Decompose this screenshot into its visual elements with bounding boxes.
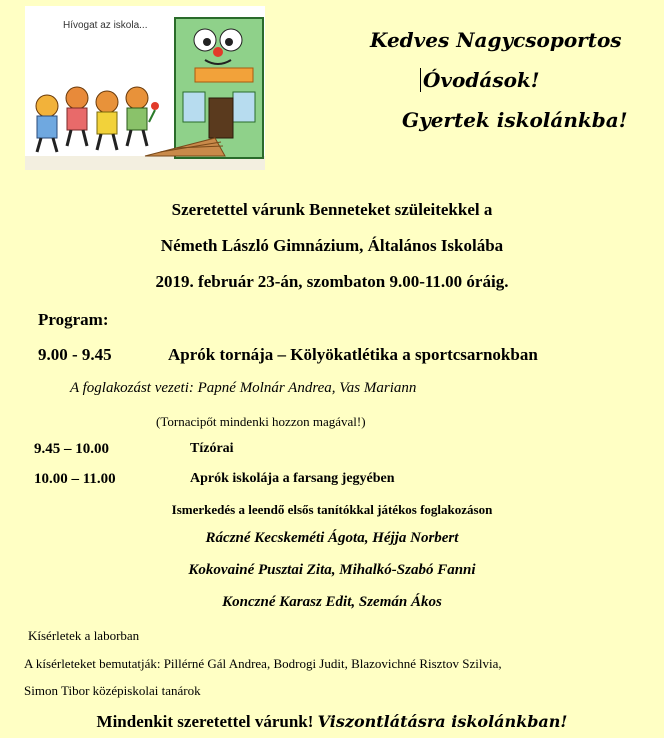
school-illustration (25, 6, 265, 170)
program-item1-leaders: A foglakozást vezeti: Papné Molnár Andrea, Vas Mariann (70, 380, 417, 396)
program-item1-time: 9.00 - 9.45 (38, 345, 112, 364)
program-item3-teachers-3: Konczné Karasz Edit, Szemán Ákos (222, 594, 442, 610)
illustration-caption: Hívogat az iskola... (63, 20, 148, 31)
program-item3-time: 10.00 – 11.00 (34, 471, 116, 487)
invite-line-2: Németh László Gimnázium, Általános Iskolába (160, 236, 504, 255)
program-lab-title: Kísérletek a laborban (28, 628, 140, 643)
invite-line-1: Szeretettel várunk Benneteket szüleitekkel a (171, 200, 493, 219)
closing-part-2: Viszontlátásra iskolánkban! (317, 712, 568, 731)
closing-part-1: Mindenkit szeretettel várunk! (96, 712, 314, 731)
program-item3-teachers-2: Kokovainé Pusztai Zita, Mihalkó-Szabó Fanni (188, 562, 476, 578)
program-item2-title: Tízórai (190, 441, 234, 456)
closing-line (0, 712, 664, 732)
program-item3-title: Aprók iskolája a farsang jegyében (190, 471, 395, 486)
program-item2-time: 9.45 – 10.00 (34, 441, 109, 457)
program-label: Program: (38, 310, 109, 329)
program-item1-note: (Tornacipőt mindenki hozzon magával!) (156, 414, 366, 429)
heading-line-1: Kedves Nagycsoportos (370, 28, 622, 52)
heading-line-2: Óvodások! (420, 68, 540, 92)
invite-line-3: 2019. február 23-án, szombaton 9.00-11.00 óráig. (155, 272, 509, 291)
program-lab-presenters-2: Simon Tibor középiskolai tanárok (24, 683, 201, 698)
program-item3-desc: Ismerkedés a leendő elsős tanítókkal játékos foglakozáson (171, 502, 493, 517)
program-item1-title: Aprók tornája – Kölyökatlétika a sportcsarnokban (168, 345, 538, 364)
program-item3-teachers-1: Ráczné Kecskeméti Ágota, Héjja Norbert (205, 530, 459, 546)
program-lab-presenters: A kísérleteket bemutatják: Pillérné Gál Andrea, Bodrogi Judit, Blazovichné Risztov Szilvia, (24, 656, 502, 671)
heading-line-3: Gyertek iskolánkba! (402, 108, 628, 132)
